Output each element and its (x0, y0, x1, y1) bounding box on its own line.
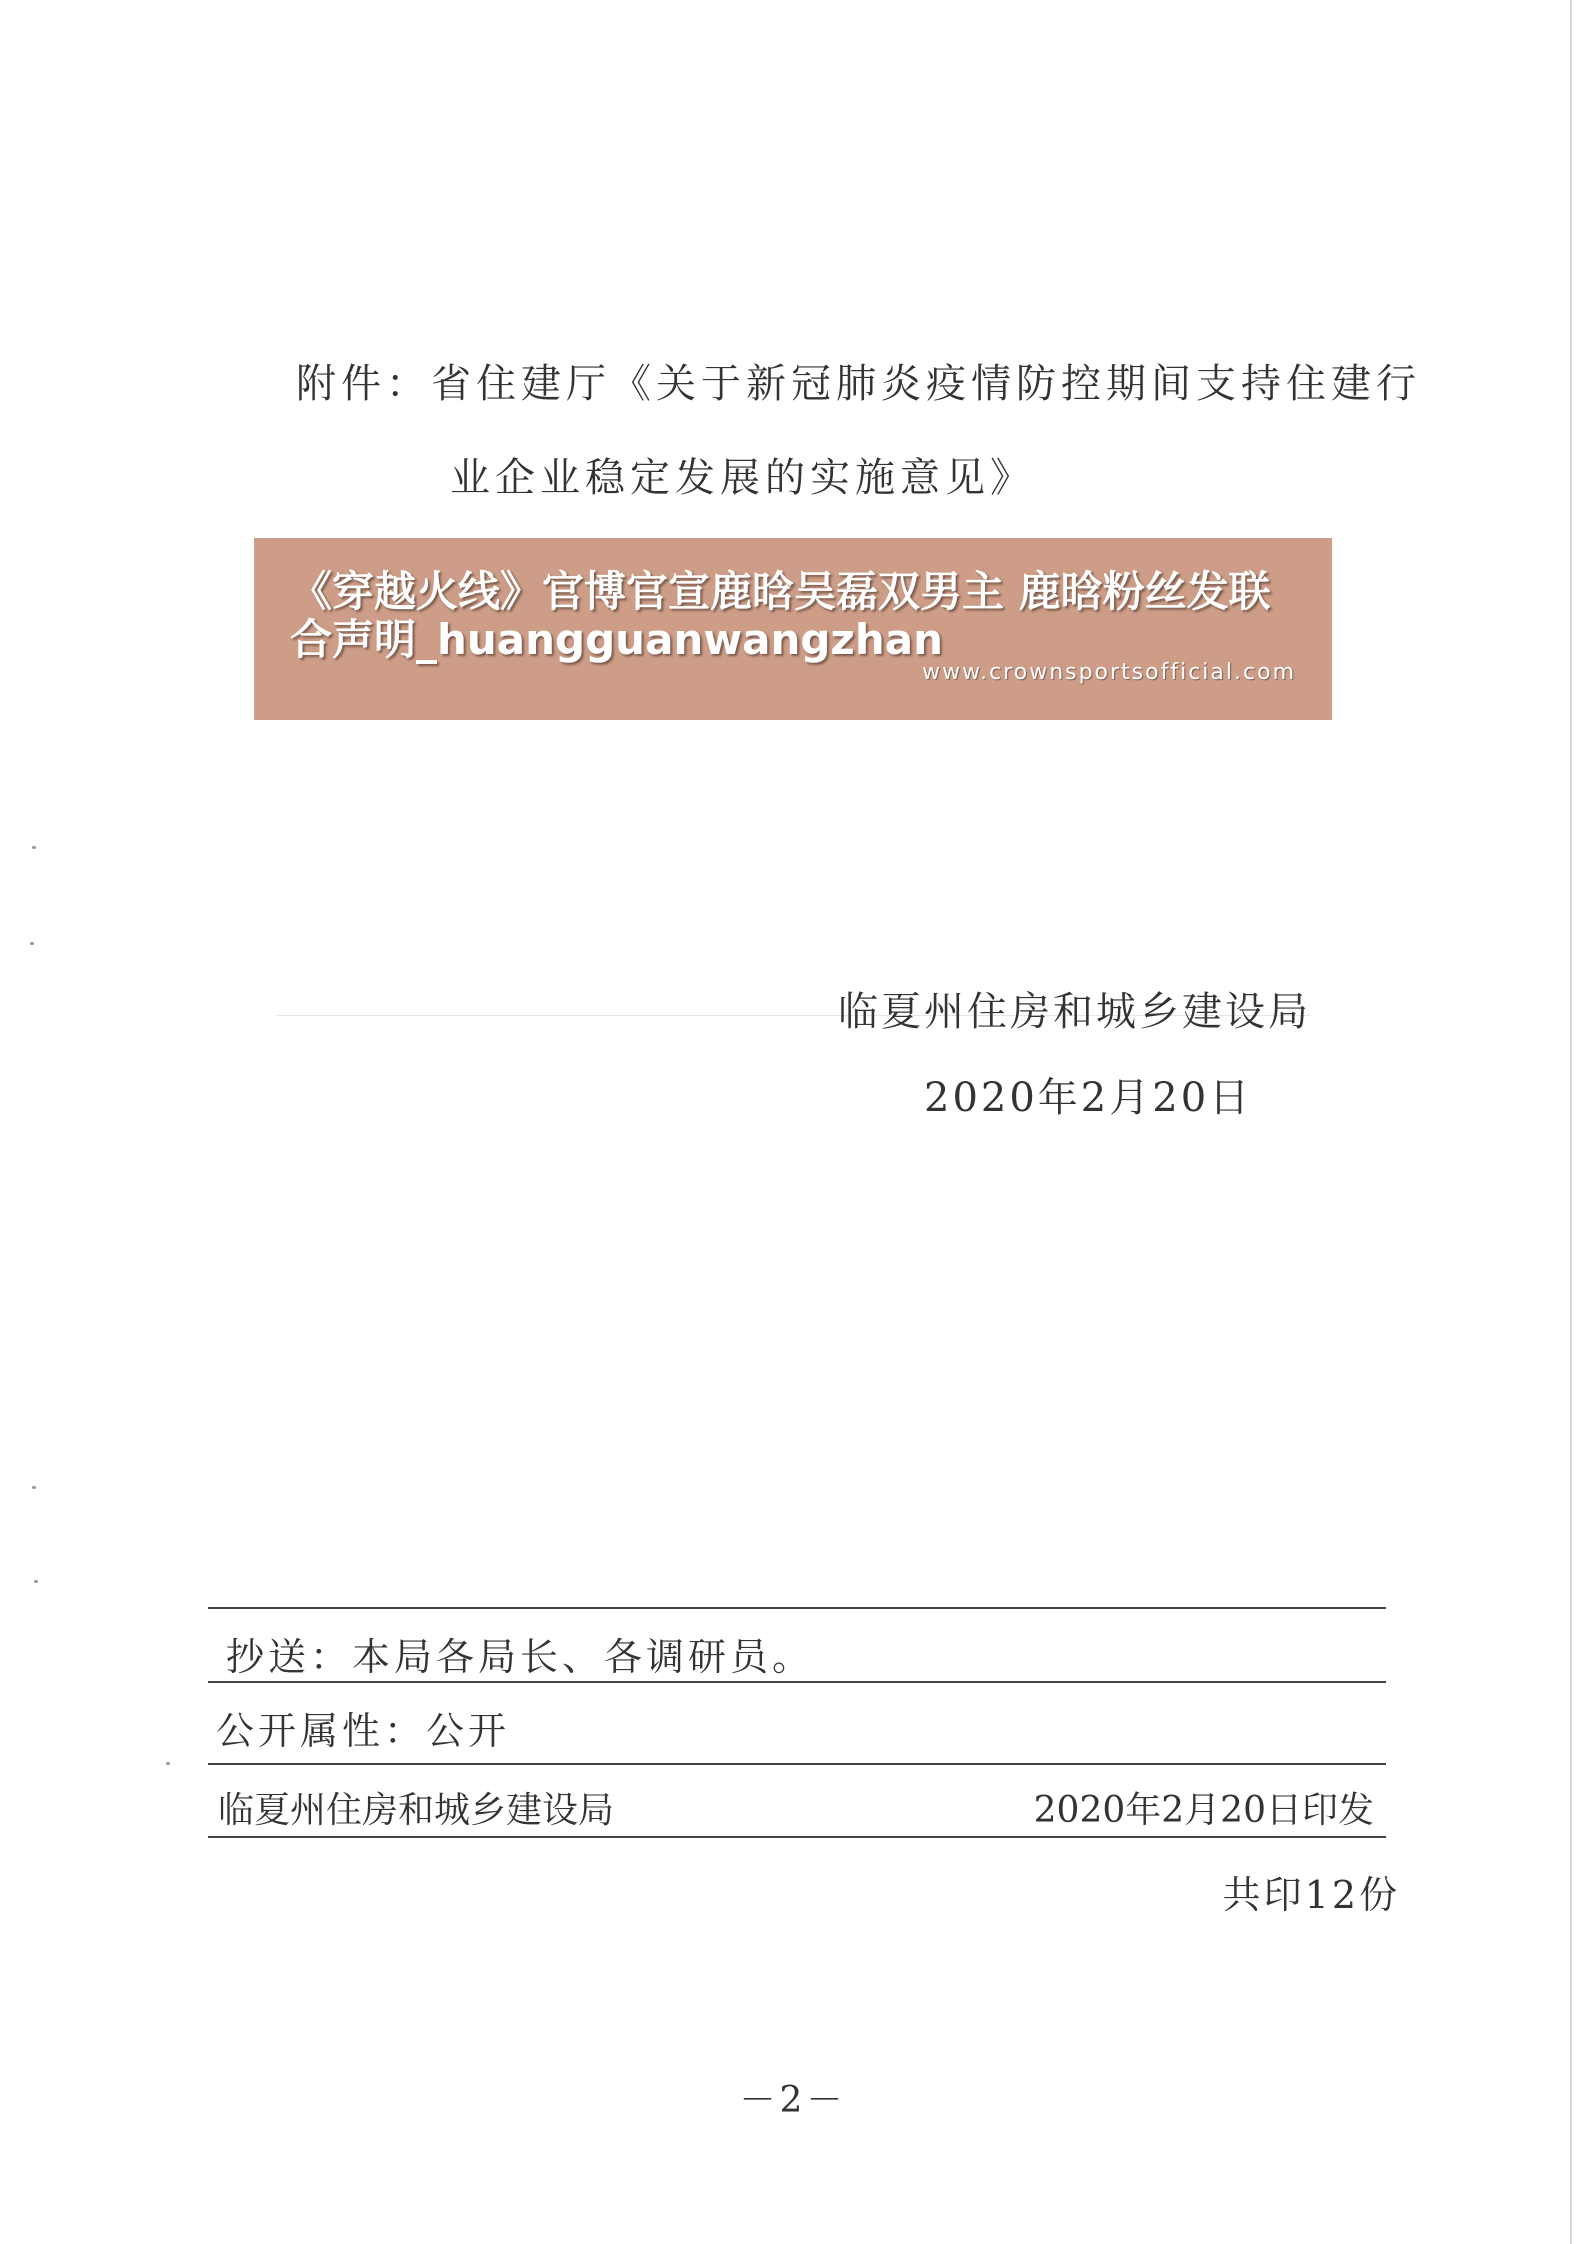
scan-edge (1570, 0, 1572, 2244)
divider (208, 1681, 1386, 1683)
print-date: 2020年2月20日印发 (1033, 1790, 1374, 1831)
printing-organization: 临夏州住房和城乡建设局 (218, 1790, 615, 1831)
page-number: －2－ (739, 2080, 847, 2121)
divider-bottom (208, 1836, 1386, 1838)
issuer-name: 临夏州住房和城乡建设局 (838, 989, 1311, 1035)
scan-speck (34, 1580, 38, 1583)
scan-speck (30, 942, 34, 945)
scan-speck (166, 1762, 170, 1765)
overlay-banner[interactable] (254, 538, 1332, 720)
divider-top (208, 1607, 1386, 1609)
disclosure-attribute: 公开属性：公开 (216, 1709, 511, 1753)
cc-line: 抄送：本局各局长、各调研员。 (226, 1635, 815, 1679)
divider (208, 1763, 1386, 1765)
banner-title[interactable]: 《穿越火线》官博官宣鹿晗吴磊双男主 鹿晗粉丝发联合声明_huangguanwangzhan (290, 567, 1271, 664)
copy-count: 共印12份 (1222, 1873, 1400, 1917)
scan-speck (32, 846, 36, 849)
issue-date: 2020年2月20日 (924, 1075, 1253, 1121)
attachment-line-1: 附件：省住建厅《关于新冠肺炎疫情防控期间支持住建行 (296, 361, 1421, 407)
scan-speck (32, 1486, 36, 1489)
attachment-line-2: 业企业稳定发展的实施意见》 (450, 455, 1035, 501)
banner-url[interactable]: www.crownsportsofficial.com (922, 660, 1296, 685)
